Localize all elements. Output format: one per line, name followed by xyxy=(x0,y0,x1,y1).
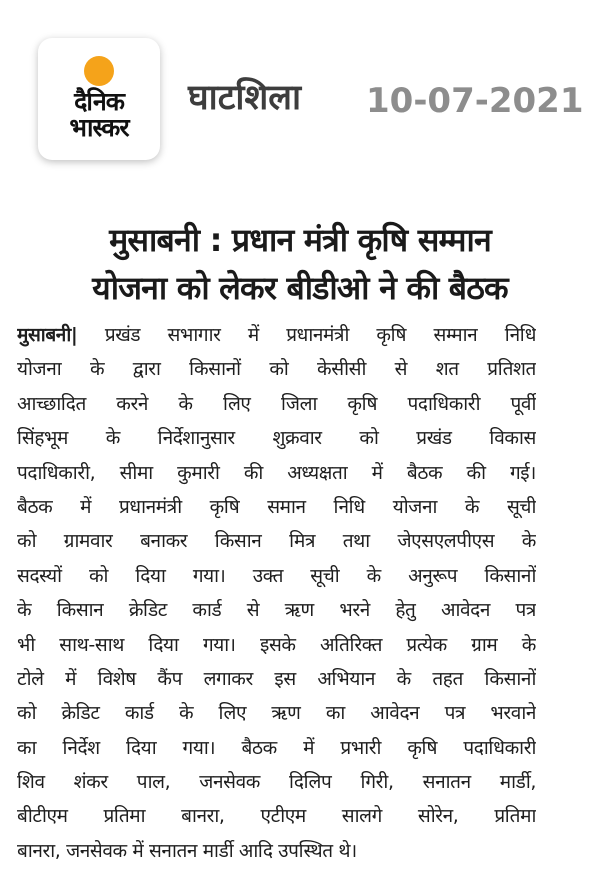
body-line: सिंहभूम के निर्देशानुसार शुक्रवार को प्रखंड विकास xyxy=(17,427,536,450)
logo-text-line2: भास्कर xyxy=(69,113,129,142)
logo-sun-icon xyxy=(84,56,114,86)
body-line: भी साथ-साथ दिया गया। इसके अतिरिक्त प्रत्येक ग्राम के xyxy=(17,633,536,656)
dateline: मुसाबनी| xyxy=(17,324,78,346)
body-line: बीटीएम प्रतिमा बानरा, एटीएम सालगे सोरेन, प्रतिमा xyxy=(17,805,536,828)
body-line: को क्रेडिट कार्ड के लिए ऋण का आवेदन पत्र भरवाने xyxy=(17,702,536,725)
logo-text-line1: दैनिक xyxy=(74,87,124,116)
headline-line-1: मुसाबनी : प्रधान मंत्री कृषि सम्मान xyxy=(109,221,491,259)
news-clipping xyxy=(0,196,600,894)
body-line-text: प्रखंड सभागार में प्रधानमंत्री कृषि सम्मान निधि xyxy=(77,324,536,346)
body-line: को ग्रामवार बनाकर किसान मित्र तथा जेएसएलपीएस के xyxy=(17,530,536,553)
body-line: योजना के द्वारा किसानों को केसीसी से शत प्रतिशत xyxy=(17,358,536,381)
dainik-bhaskar-logo xyxy=(38,38,160,160)
body-line: का निर्देश दिया गया। बैठक में प्रभारी कृषि पदाधिकारी xyxy=(17,736,536,759)
body-line: सदस्यों को दिया गया। उक्त सूची के अनुरूप किसानों xyxy=(17,564,536,587)
body-line xyxy=(17,318,536,352)
article-body xyxy=(17,318,536,868)
body-line: टोले में विशेष कैंप लगाकर इस अभियान के तहत किसानों xyxy=(17,667,536,690)
edition-date: 10-07-2021 xyxy=(366,81,584,121)
body-line: के किसान क्रेडिट कार्ड से ऋण भरने हेतु आवेदन पत्र xyxy=(17,599,536,622)
header xyxy=(0,0,600,190)
body-line: बैठक में प्रधानमंत्री कृषि समान निधि योजना के सूची xyxy=(17,495,536,518)
edition-place: घाटशिला xyxy=(188,78,302,118)
headline-line-2: योजना को लेकर बीडीओ ने की बैठक xyxy=(92,269,508,307)
body-line: पदाधिकारी, सीमा कुमारी की अध्यक्षता में बैठक की गई। xyxy=(17,461,536,484)
body-line: शिव शंकर पाल, जनसेवक दिलिप गिरी, सनातन मार्डी, xyxy=(17,771,536,794)
body-line: बानरा, जनसेवक में सनातन मार्डी आदि उपस्थित थे। xyxy=(17,839,357,862)
body-line: आच्छादित करने के लिए जिला कृषि पदाधिकारी पूर्वी xyxy=(17,392,536,415)
